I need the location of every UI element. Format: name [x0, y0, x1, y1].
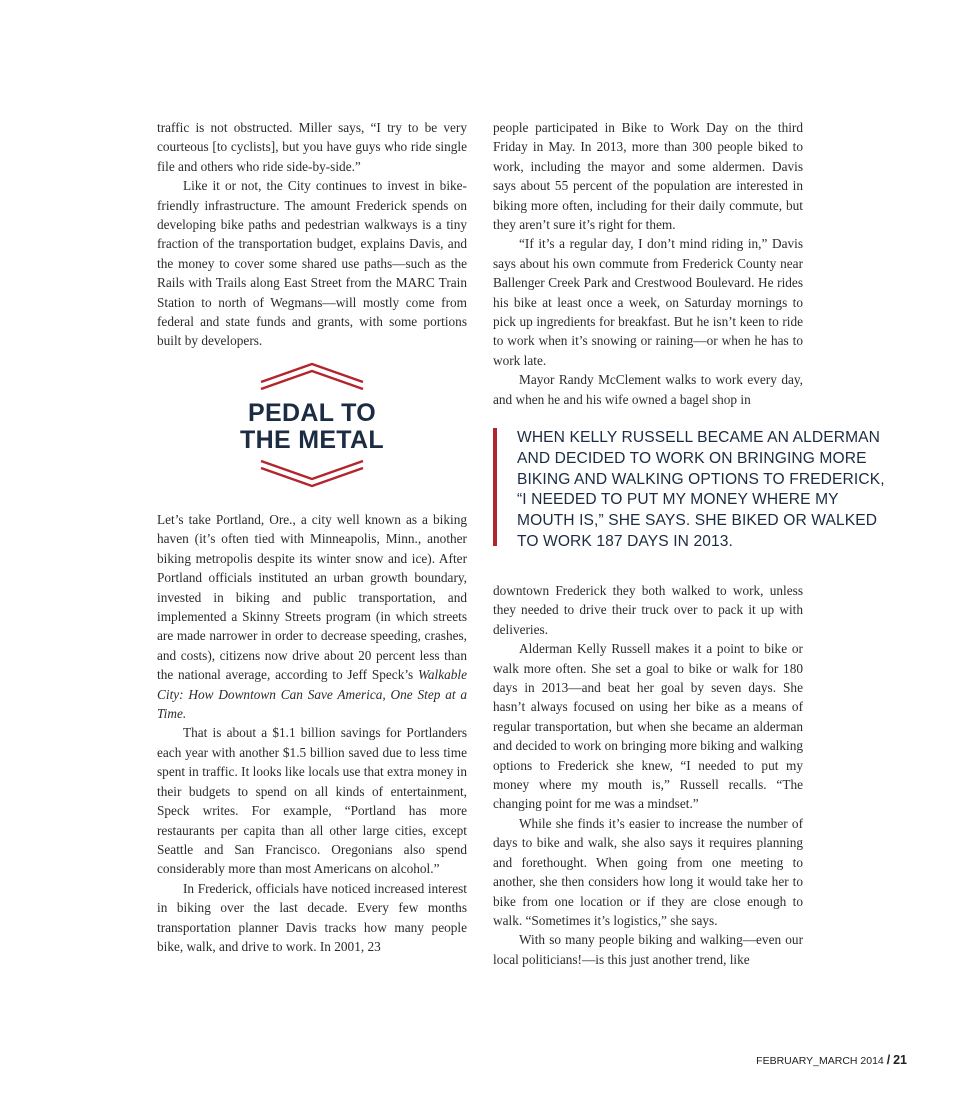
right-column-top — [493, 118, 803, 409]
pull-quote-line: BIKING AND WALKING OPTIONS TO FREDERICK, — [517, 470, 885, 488]
section-heading — [157, 362, 467, 494]
chevron-up-ornament-icon — [259, 362, 365, 390]
right-column-bottom — [493, 581, 803, 969]
body-paragraph: That is about a $1.1 billion savings for Portlanders each year with another $1.5 billion saved due to less time spent in traffic. It looks like locals use that extra money in their budgets to spend on all kinds of entertainment, Speck writes. For example, “Portland has more restaurants per capita than all other large cities, except Seattle and San Francisco. Oregonians also spend considerably more than most Americans on alcohol.” — [157, 725, 467, 877]
body-paragraph: Mayor Randy McClement walks to work every day, and when he and his wife owned a bagel shop in — [493, 372, 803, 407]
section-heading-title — [157, 400, 467, 454]
body-paragraph: In Frederick, officials have noticed increased interest in biking over the last decade. Every few months transportation planner Davis tracks how many people bike, walk, and drive to work. In 2001, 23 — [157, 880, 467, 954]
issue-date: FEBRUARY_MARCH 2014 — [756, 1055, 884, 1067]
pull-quote-line: AND DECIDED TO WORK ON BRINGING MORE — [517, 449, 867, 467]
pull-quote-bar — [493, 428, 497, 546]
pull-quote-text — [517, 428, 907, 553]
section-heading-line: THE METAL — [240, 426, 384, 454]
book-title: Walkable City: How Downtown Can Save America, One Step at a Time. — [157, 667, 467, 722]
pull-quote-line: WHEN KELLY RUSSELL BECAME AN ALDERMAN — [517, 429, 881, 446]
body-paragraph: While she finds it’s easier to increase the number of days to bike and walk, she also says it requires planning and forethought. When going from one meeting to another, she then considers how long it would take her to bike from one location or if they are close enough to walk. “Sometimes it’s logistics,” she says. — [493, 815, 803, 928]
page-folio — [756, 1053, 907, 1067]
section-heading-line: PEDAL TO — [248, 399, 376, 427]
body-paragraph: Like it or not, the City continues to invest in bike-friendly infrastructure. The amount Frederick spends on developing bike paths and pedestrian walkways is a tiny fraction of the transportation budget, explains Davis, and the money to cover some shared use paths—such as the Rails with Trails along East Street from the MARC Train Station to north of Wegmans—will mostly come from federal and state funds and grants, with some portions built by developers. — [157, 178, 467, 349]
left-column-bottom — [157, 510, 467, 956]
pull-quote-line: “I NEEDED TO PUT MY MONEY WHERE MY — [517, 491, 839, 509]
body-text: Let’s take Portland, Ore., a city well known as a biking haven (it’s often tied with Minneapolis, Minn., another biking metropolis despite its winter snow and ice). After Portland officials instituted an urban growth boundary, invested in biking and public transportation, and implemented a Skinny Streets program (in which streets are made narrower in order to decrease speeding, crashes, and costs), citizens now drive about 20 percent less than the national average, according to Jeff Speck’s — [157, 512, 467, 683]
body-paragraph: people participated in Bike to Work Day on the third Friday in May. In 2013, more than 300 people biked to work, including the mayor and some aldermen. Davis says about 55 percent of the population are interested in biking more often, including for their daily commute, but they aren’t sure it’s right for them. — [493, 120, 803, 233]
page-number: 21 — [893, 1053, 907, 1067]
left-column-top — [157, 118, 467, 351]
folio-separator: / — [886, 1053, 891, 1067]
body-paragraph: downtown Frederick they both walked to work, unless they needed to drive their truck over to pack it up with deliveries. — [493, 583, 803, 637]
body-paragraph: With so many people biking and walking—even our local politicians!—is this just another trend, like — [493, 932, 803, 967]
pull-quote-line: TO WORK 187 DAYS IN 2013. — [517, 532, 733, 550]
chevron-down-ornament-icon — [259, 460, 365, 488]
pull-quote — [493, 428, 903, 550]
body-paragraph: Alderman Kelly Russell makes it a point to bike or walk more often. She set a goal to bike or walk for 180 days in 2013—and beat her goal by seven days. She hasn’t always focused on using her bike as a means of regular transportation, but when she became an alderman and decided to work on bringing more biking and walking options to Frederick she knew, “I needed to put my money where my mouth is,” Russell recalls. “The changing point for me was a mindset.” — [493, 641, 803, 812]
pull-quote-line: MOUTH IS,” SHE SAYS. SHE BIKED OR WALKED — [517, 512, 878, 530]
body-paragraph: traffic is not obstructed. Miller says, “I try to be very courteous [to cyclists], but you have guys who ride single file and others who ride side-by-side.” — [157, 120, 467, 174]
body-paragraph — [157, 510, 467, 723]
body-paragraph: “If it’s a regular day, I don’t mind riding in,” Davis says about his own commute from Frederick County near Ballenger Creek Park and Crestwood Boulevard. He rides his bike at least once a week, on Saturday mornings to pick up ingredients for breakfast. But he isn’t keen to ride to work when it’s snowing or raining—or when he has to work late. — [493, 236, 803, 368]
